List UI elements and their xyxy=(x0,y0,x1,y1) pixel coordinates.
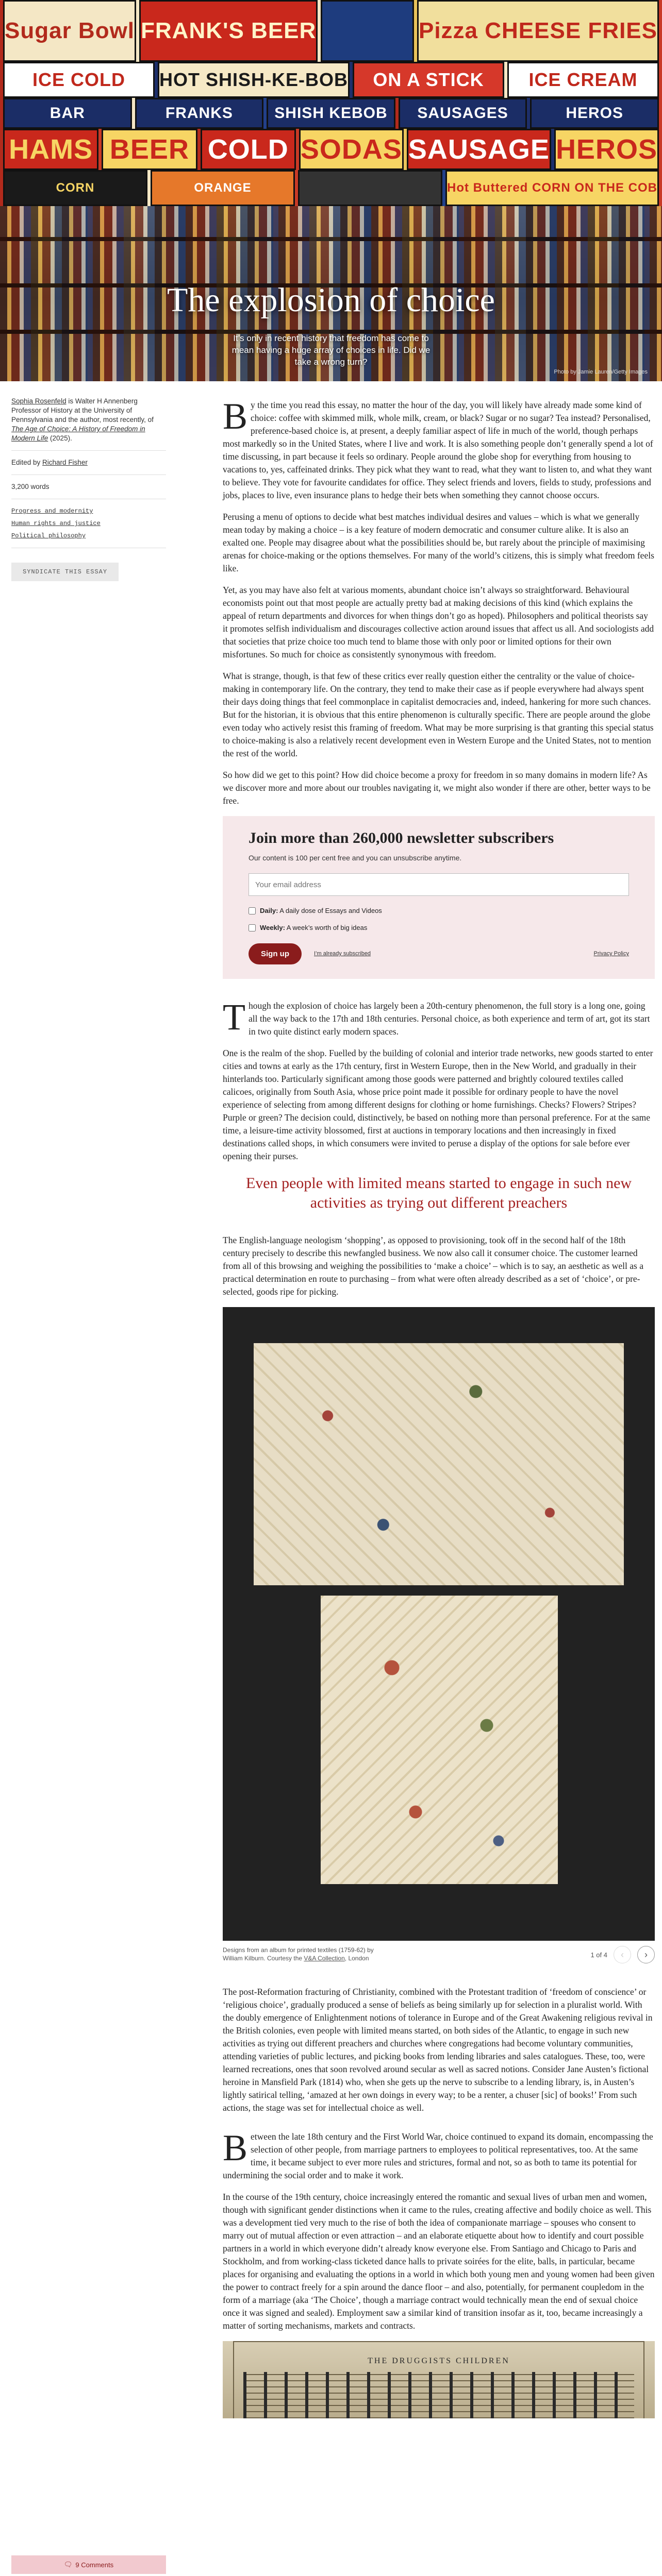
article-sidebar xyxy=(11,397,166,581)
article-paragraph: The English-language neologism ‘shopping’, as opposed to provisioning, took off in the second half of the 18th century precisely to describe this newfangled business. We now also call it consumer choice. The customer learned from all of this browsing and weighing the possibilities to ‘make a choice’ – which is to say, an aesthetic as well as a practical determination en route to purchasing – from what were often already described as a set of ‘choice’, or pre-selected, goods ripe for picking. xyxy=(223,1235,643,1297)
article-body xyxy=(223,396,655,2418)
tag-human-rights-and-justice[interactable]: Human rights and justice xyxy=(11,520,101,527)
hero-sign: Hot Buttered CORN ON THE COB xyxy=(445,170,659,206)
newsletter-subtitle: Our content is 100 per cent free and you can unsubscribe anytime. xyxy=(249,854,462,862)
tag-political-philosophy[interactable]: Political philosophy xyxy=(11,532,86,539)
hero-sign: SODAS xyxy=(299,129,404,170)
hero-image xyxy=(0,0,662,381)
article-paragraph: Perusing a menu of options to decide what best matches individual desires and values – which is what we generally mean today by making a choice – is a key feature of modern democratic and consumer culture alike. It is also an exalted one. People may disagree about what the possibilities should be, but rarely about the principle of maximising arenas for choice-making or the options themselves. For many of the world’s citizens, this is simply what freedom feels like. xyxy=(223,512,654,573)
newsletter-actions xyxy=(249,943,629,964)
druggists-children-image[interactable] xyxy=(223,2341,655,2418)
gallery-nav xyxy=(590,1946,655,1963)
sidebar-divider xyxy=(11,450,166,451)
hero-sign: Pizza CHEESE FRIES xyxy=(417,0,659,62)
weekly-label: Weekly: xyxy=(260,924,285,931)
caption-end: , London xyxy=(344,1955,369,1962)
daily-checkbox[interactable] xyxy=(249,907,256,914)
article-paragraph xyxy=(223,996,655,1038)
hero-sign: SHISH KEBOB xyxy=(267,98,395,129)
comments-count: 9 Comments xyxy=(75,2561,114,2569)
article-paragraph: So how did we get to this point? How did choice become a proxy for freedom in so many domains in modern life? As we discover more and more about our troubles navigating it, we might also wonder if there are other, better ways to be free. xyxy=(223,770,651,806)
print-figures xyxy=(243,2372,634,2418)
daily-desc: A daily dose of Essays and Videos xyxy=(278,907,382,914)
newsletter-box xyxy=(223,816,655,979)
drop-cap: B xyxy=(223,396,248,437)
article-paragraph: One is the realm of the shop. Fuelled by the building of colonial and interior trade networks, new goods started to enter cities and towns at early as the 17th century, first in Western Europe, then in the New World, and gradually in their hinterlands too. Particularly significant among those goods were patterned and brightly coloured textiles called calicoes, originally from South Asia, whose price point made it possible for ordinary people to have the novel experience of selecting from among different designs for clothing or home furnishings. Checks? Flowers? Stripes? Purple or green? The decision could, distinctively, be based on nothing more than personal preference. For at the same time, a leisure-time activity blossomed, first at auctions in temporary locations and then increasingly in fixed destinations called shops, in which consumers were invited to peruse a display of the options for sale before ever opening their purses. xyxy=(223,1048,653,1161)
gallery-caption-bar xyxy=(223,1941,655,1971)
article-paragraph: What is strange, though, is that few of these critics ever really question either the centrality or the value of choice-making in contemporary life. On the contrary, they tend to make their case as if people everywhere had always spent their days doing things that feel commonplace in capitalist democracies and, indeed, hankering for more such chances. But for the historian, it is obvious that this entire phenomenon is culturally specific. There are people around the globe even today who actively resist this framing of freedom. What may be more surprising is that granting this special status to choice-making is also a relatively recent development even in Western Europe and the United States, not to mention the rest of the world. xyxy=(223,671,654,758)
weekly-option[interactable] xyxy=(249,921,629,934)
hero-sign: COLD xyxy=(201,129,296,170)
gallery-counter: 1 of 4 xyxy=(590,1951,607,1959)
hero-sign: ICE COLD xyxy=(3,62,155,98)
hero-signs-row-1 xyxy=(0,0,662,62)
hero-sign: BEER xyxy=(102,129,197,170)
hero-sign: HEROS xyxy=(554,129,659,170)
comments-button[interactable] xyxy=(11,2555,166,2574)
author-book-link[interactable]: The Age of Choice: A History of Freedom in Modern Life xyxy=(11,425,145,442)
article-title: The explosion of choice xyxy=(167,281,495,319)
textile-design-sheet xyxy=(321,1596,558,1884)
hero-sign: ICE CREAM xyxy=(507,62,659,98)
hero-sign: HOT SHISH-KE-BOB xyxy=(158,62,350,98)
daily-option[interactable] xyxy=(249,904,629,917)
hero-sign: SAUSAGE xyxy=(407,129,551,170)
weekly-checkbox[interactable] xyxy=(249,924,256,931)
email-field[interactable] xyxy=(249,873,629,896)
newsletter-title: Join more than 260,000 newsletter subscribers xyxy=(249,829,554,846)
photo-credit: Photo by Jamie Lauren/Getty Images xyxy=(554,369,648,375)
section-break xyxy=(223,2123,655,2130)
paragraph-text: hough the explosion of choice has largely been a 20th-century phenomenon, the full story is a long one, going all the way back to the 17th and 18th centuries. Personal choice, as both experience and term of art, got its start in two quite distinct early modern spaces. xyxy=(248,1001,650,1037)
hero-signs-row-3 xyxy=(0,98,662,129)
article-paragraph xyxy=(223,396,655,502)
hero-sign: HAMS xyxy=(3,129,98,170)
hero-sign xyxy=(321,0,414,62)
already-subscribed-link[interactable]: I’m already subscribed xyxy=(314,951,371,957)
textile-gallery-image[interactable] xyxy=(223,1307,655,1941)
shelf-divider xyxy=(0,237,662,241)
hero-signs-row-5 xyxy=(0,170,662,206)
textile-design-sheet xyxy=(254,1343,624,1585)
tag-progress-and-modernity[interactable]: Progress and modernity xyxy=(11,507,93,515)
print-title: THE DRUGGISTS CHILDREN xyxy=(368,2357,510,2365)
article-paragraph: In the course of the 19th century, choice increasingly entered the romantic and sexual lives of urban men and women, though with significant gender distinctions when it came to the rules, creating affective and bodily choice as well. This was a development tied very much to the rise of both the idea of companionate marriage – spouses who consent to marry out of mutual affection or even attraction – and an elaborate etiquette about how to identify and court possible partners in a world in which everyone didn’t already know everyone else. From Santiago and Chicago to Paris and Stockholm, and from working-class ticketed dance halls to private soirées for the elite, balls, in particular, became places for organising and evaluating the options in a world in which both young men and young women had been given the power to contract freely for a spin around the dance floor – and also, potentially, for permanent coupledom in the form of a marriage (aka ‘The Choice’, though a marriage contract would technically mean the end of sexual choice once it was signed and sealed). Employment saw a similar kind of transition insofar as it, too, became increasingly a matter of sorting mechanisms, markets and contracts. xyxy=(223,2192,655,2331)
paragraph-text: etween the late 18th century and the First World War, choice continued to expand its domain, encompassing the selection of other people, from marriage partners to employees to political representatives, too. At the same time, it became subject to ever more rules and strictures, formal and not, so as both to tame its potential for undermining the social order and to make it work. xyxy=(223,2131,653,2180)
weekly-desc: A week’s worth of big ideas xyxy=(285,924,368,931)
edited-by xyxy=(11,458,166,467)
hero-sign: HEROS xyxy=(530,98,659,129)
article-paragraph xyxy=(223,2127,655,2182)
hero-sign: CORN xyxy=(3,170,147,206)
spacer xyxy=(223,1971,655,1986)
engagement-panel xyxy=(11,2555,166,2576)
drop-cap: T xyxy=(223,996,245,1038)
article-paragraph: Yet, as you may have also felt at various moments, abundant choice isn’t always so straightforward. Behavioural economists point out that most people are actually pretty bad at making decisions of this kind (which explains the appeal of return departments and divorces for when things don’t go as hoped). Philosophers and political theorists say it promotes selfish individualism and discourages collective action around issues that affect us all. And sociologists add that societies that prize choice too much tend to blame those with only poor or limited options for their own misfortunes. So much for choice as consistently synonymous with freedom. xyxy=(223,585,654,659)
syndicate-button[interactable]: SYNDICATE THIS ESSAY xyxy=(11,563,119,581)
article-paragraph: The post-Reformation fracturing of Christianity, combined with the Protestant tradition of ‘freedom of conscience’ or ‘religious choice’, gradually produced a sense of beliefs as being similarly up for selection in a pluralist world. With the doubly emergence of Enlightenment notions of tolerance in Europe and of the Great Awakening religious revival in the British colonies, even people with limited means started, on both sides of the Atlantic, to engage in such new activities as trying out different preachers and churches where congregations had become voluntary communities, attending varieties of public lectures, and picking books from lending libraries and sales catalogues. These, too, were learned recreations, ones that soon revolved around secular as well as sacred notions. Consider Jane Austen’s fictional heroine in Mansfield Park (1814) who, when she gets up the nerve to subscribe to a lending library, is, in Austen’s lightly satirical telling, ‘amazed at her own doings in every way; to be a renter, a chuser [sic] of books!’ From such actions, the stage was set for intellectual choice as well. xyxy=(223,1987,653,2113)
paragraph-text: y the time you read this essay, no matter the hour of the day, you will likely have already made some kind of choice: coffee with skimmed milk, whole milk, cream, or black? Sugar or no sugar? Tea instead? Personalised, preference-based choice is, at present, a deeply familiar aspect of life in much of the world, though perhaps most markedly so in the United States, where I live and work. It is also something people don’t generally spend a lot of time discussing, in part because it feels so ordinary. People around the globe shop for everything from housing to vacations to, yes, caffeinated drinks. They pick what they want to read, what they want to listen to, and what they want to believe. They vote for favourite candidates for office. They select friends and lovers, fields to study, professions and jobs, places to live, even insurance plans to hedge their bets when something they cannot choose occurs. xyxy=(223,400,653,500)
va-collection-link[interactable]: V&A Collection xyxy=(304,1955,345,1962)
article-subtitle: It’s only in recent history that freedom has come to mean having a huge array of choices in life. Did we take a wrong turn? xyxy=(231,333,431,367)
privacy-policy-link[interactable]: Privacy Policy xyxy=(593,951,629,957)
sign-up-button[interactable]: Sign up xyxy=(249,943,302,964)
hero-sign: SAUSAGES xyxy=(399,98,527,129)
next-arrow-icon[interactable]: › xyxy=(637,1946,655,1963)
daily-label: Daily: xyxy=(260,907,278,914)
hero-sign: Sugar Bowl xyxy=(3,0,136,62)
drop-cap: B xyxy=(223,2127,248,2168)
author-link[interactable]: Sophia Rosenfeld xyxy=(11,397,67,405)
hero-signs-row-2 xyxy=(0,62,662,98)
gallery-caption xyxy=(223,1946,393,1962)
author-bio-text: is Walter H Annenberg Professor of History at the University of Pennsylvania and the author, most recently, of xyxy=(11,397,154,423)
word-count: 3,200 words xyxy=(11,483,49,490)
edited-by-label: Edited by xyxy=(11,459,43,466)
sidebar-divider xyxy=(11,474,166,475)
hero-sign xyxy=(298,170,442,206)
author-bio xyxy=(11,397,166,443)
pull-quote: Even people with limited means started to engage in such new activities as trying out different preachers xyxy=(245,1175,632,1211)
newsletter-left-actions xyxy=(249,943,371,964)
prev-arrow-icon[interactable]: ‹ xyxy=(614,1946,631,1963)
hero-sign: ORANGE xyxy=(151,170,295,206)
caption-text: Designs from an album for printed textiles (1759-62) by William Kilburn. Courtesy the xyxy=(223,1946,374,1962)
editor-link[interactable]: Richard Fisher xyxy=(42,459,88,466)
hero-sign: BAR xyxy=(3,98,132,129)
author-book-year: (2025). xyxy=(48,434,72,442)
comment-icon: 🗨 xyxy=(63,2561,73,2568)
hero-signs-row-4 xyxy=(0,129,662,170)
hero-sign: ON A STICK xyxy=(353,62,504,98)
hero-sign: FRANKS xyxy=(135,98,264,129)
hero-sign: FRANK'S BEER xyxy=(139,0,318,62)
